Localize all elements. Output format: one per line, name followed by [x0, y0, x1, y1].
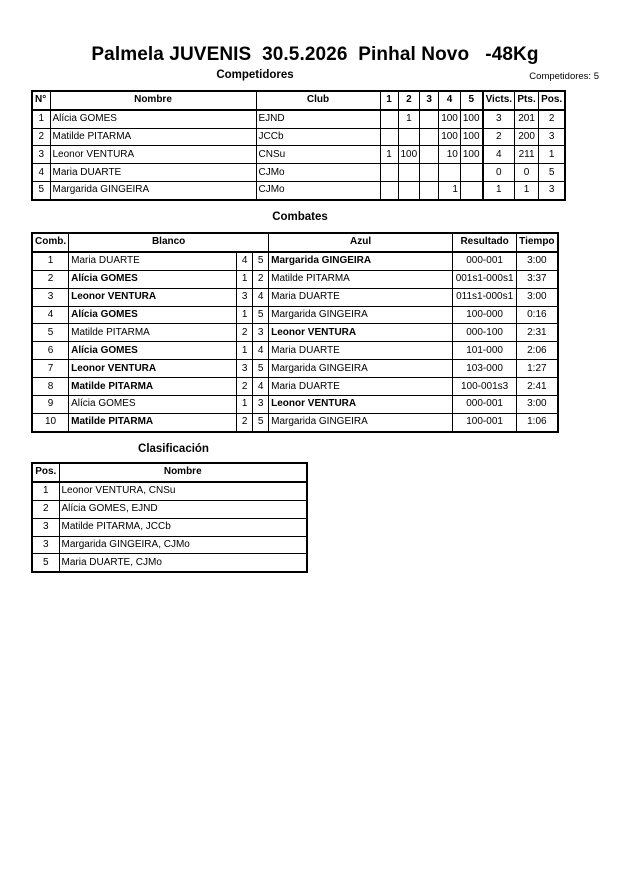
competitor-club: CJMo — [256, 181, 380, 199]
page-title: Palmela JUVENIS 30.5.2026 Pinhal Novo -48Kg — [91, 44, 539, 65]
blue-competitor-number: 4 — [253, 342, 269, 360]
fight-number: 6 — [32, 342, 69, 360]
white-competitor: Alícia GOMES — [69, 306, 237, 324]
competitor-name: Margarida GINGEIRA — [50, 181, 256, 199]
competitor-number: 1 — [32, 110, 50, 128]
competitor-number: 3 — [32, 146, 50, 164]
competitor-row — [32, 128, 565, 146]
white-competitor-number: 1 — [237, 306, 253, 324]
fight-number: 8 — [32, 378, 69, 396]
round-3-score — [420, 164, 439, 182]
blue-competitor: Margarida GINGEIRA — [269, 252, 453, 270]
round-1-score — [380, 110, 398, 128]
fight-result: 100-000 — [453, 306, 517, 324]
ranking-row — [32, 518, 307, 536]
competitor-points: 201 — [515, 110, 539, 128]
competitor-position: 3 — [539, 181, 566, 199]
col-result: Resultado — [453, 233, 517, 252]
fight-row — [32, 378, 558, 396]
ranking-position: 5 — [32, 554, 59, 572]
fight-time: 1:27 — [517, 360, 558, 378]
round-5-score: 100 — [460, 128, 482, 146]
blue-competitor: Leonor VENTURA — [269, 396, 453, 414]
competitor-name: Alícia GOMES — [50, 110, 256, 128]
white-competitor: Alícia GOMES — [69, 396, 237, 414]
ranking-name: Matilde PITARMA, JCCb — [59, 518, 307, 536]
fight-result: 100-001 — [453, 413, 517, 431]
competitor-points: 0 — [515, 164, 539, 182]
fight-time: 3:00 — [517, 252, 558, 270]
round-4-score: 10 — [439, 146, 461, 164]
competitor-row — [32, 164, 565, 182]
fight-time: 1:06 — [517, 413, 558, 431]
round-2-score — [398, 164, 420, 182]
white-competitor-number: 2 — [237, 324, 253, 342]
col-points: Pts. — [515, 91, 539, 110]
round-4-score: 100 — [439, 110, 461, 128]
competitor-points: 211 — [515, 146, 539, 164]
round-4-score — [439, 164, 461, 182]
competitor-row — [32, 146, 565, 164]
fight-row — [32, 306, 558, 324]
round-3-score — [420, 128, 439, 146]
ranking-header-row — [32, 463, 307, 482]
round-3-score — [420, 110, 439, 128]
blue-competitor: Maria DUARTE — [269, 378, 453, 396]
round-1-score: 1 — [380, 146, 398, 164]
col-round-2: 2 — [398, 91, 420, 110]
col-round-4: 4 — [439, 91, 461, 110]
ranking-position: 1 — [32, 482, 59, 500]
blue-competitor-number: 5 — [253, 360, 269, 378]
competitors-count: Competidores: 5 — [529, 71, 599, 82]
white-competitor-number: 2 — [237, 378, 253, 396]
round-1-score — [380, 128, 398, 146]
competitor-number: 4 — [32, 164, 50, 182]
competitor-name: Matilde PITARMA — [50, 128, 256, 146]
fight-result: 001s1-000s1 — [453, 270, 517, 288]
white-competitor: Alícia GOMES — [69, 342, 237, 360]
ranking-name: Alícia GOMES, EJND — [59, 500, 307, 518]
round-1-score — [380, 181, 398, 199]
fight-time: 3:00 — [517, 288, 558, 306]
ranking-heading: Clasificación — [138, 443, 209, 455]
white-competitor: Matilde PITARMA — [69, 324, 237, 342]
white-competitor-number: 2 — [237, 413, 253, 431]
white-competitor-number: 1 — [237, 396, 253, 414]
competitor-club: CJMo — [256, 164, 380, 182]
round-1-score — [380, 164, 398, 182]
blue-competitor-number: 4 — [253, 378, 269, 396]
blue-competitor: Maria DUARTE — [269, 288, 453, 306]
blue-competitor: Margarida GINGEIRA — [269, 306, 453, 324]
white-competitor-number: 4 — [237, 252, 253, 270]
competitor-name: Maria DUARTE — [50, 164, 256, 182]
white-competitor-number: 1 — [237, 270, 253, 288]
fights-heading: Combates — [272, 211, 328, 223]
round-3-score — [420, 146, 439, 164]
fight-time: 0:16 — [517, 306, 558, 324]
round-3-score — [420, 181, 439, 199]
fight-result: 000-100 — [453, 324, 517, 342]
fights-table — [31, 232, 559, 433]
ranking-row — [32, 500, 307, 518]
round-5-score — [460, 181, 482, 199]
col-victories: Victs. — [483, 91, 515, 110]
competitor-number: 5 — [32, 181, 50, 199]
competitor-row — [32, 181, 565, 199]
competitor-name: Leonor VENTURA — [50, 146, 256, 164]
ranking-position: 2 — [32, 500, 59, 518]
competitor-club: JCCb — [256, 128, 380, 146]
competitor-position: 5 — [539, 164, 566, 182]
competitor-club: EJND — [256, 110, 380, 128]
fight-number: 3 — [32, 288, 69, 306]
white-competitor: Matilde PITARMA — [69, 378, 237, 396]
competitor-club: CNSu — [256, 146, 380, 164]
fight-row — [32, 413, 558, 431]
fight-result: 100-001s3 — [453, 378, 517, 396]
fight-row — [32, 288, 558, 306]
competitors-header-row — [32, 91, 565, 110]
ranking-table — [31, 462, 308, 573]
fight-time: 2:31 — [517, 324, 558, 342]
fight-time: 3:00 — [517, 396, 558, 414]
blue-competitor-number: 2 — [253, 270, 269, 288]
round-5-score: 100 — [460, 146, 482, 164]
ranking-position: 3 — [32, 536, 59, 554]
ranking-name: Leonor VENTURA, CNSu — [59, 482, 307, 500]
competitor-points: 200 — [515, 128, 539, 146]
fight-row — [32, 270, 558, 288]
fight-result: 103-000 — [453, 360, 517, 378]
ranking-row — [32, 554, 307, 572]
ranking-position: 3 — [32, 518, 59, 536]
fight-row — [32, 396, 558, 414]
round-4-score: 100 — [439, 128, 461, 146]
round-2-score — [398, 128, 420, 146]
competitor-number: 2 — [32, 128, 50, 146]
col-round-3: 3 — [420, 91, 439, 110]
white-competitor: Maria DUARTE — [69, 252, 237, 270]
fight-row — [32, 360, 558, 378]
fight-result: 011s1-000s1 — [453, 288, 517, 306]
fight-number: 4 — [32, 306, 69, 324]
blue-competitor-number: 4 — [253, 288, 269, 306]
competitor-position: 1 — [539, 146, 566, 164]
col-name: Nombre — [50, 91, 256, 110]
col-position: Pos. — [539, 91, 566, 110]
competitor-points: 1 — [515, 181, 539, 199]
ranking-row — [32, 536, 307, 554]
white-competitor: Matilde PITARMA — [69, 413, 237, 431]
round-2-score: 1 — [398, 110, 420, 128]
white-competitor: Alícia GOMES — [69, 270, 237, 288]
blue-competitor: Matilde PITARMA — [269, 270, 453, 288]
fight-number: 10 — [32, 413, 69, 431]
col-fight-number: Comb. — [32, 233, 69, 252]
fight-row — [32, 252, 558, 270]
competitor-row — [32, 110, 565, 128]
col-round-5: 5 — [460, 91, 482, 110]
white-competitor-number: 1 — [237, 342, 253, 360]
fight-result: 101-000 — [453, 342, 517, 360]
competitors-table — [31, 90, 566, 201]
round-2-score — [398, 181, 420, 199]
fight-result: 000-001 — [453, 396, 517, 414]
fight-time: 2:41 — [517, 378, 558, 396]
blue-competitor-number: 5 — [253, 252, 269, 270]
col-round-1: 1 — [380, 91, 398, 110]
competitor-position: 2 — [539, 110, 566, 128]
col-rank-position: Pos. — [32, 463, 59, 482]
fight-time: 2:06 — [517, 342, 558, 360]
blue-competitor-number: 3 — [253, 324, 269, 342]
competitor-victories: 3 — [483, 110, 515, 128]
col-time: Tiempo — [517, 233, 558, 252]
col-club: Club — [256, 91, 380, 110]
ranking-name: Maria DUARTE, CJMo — [59, 554, 307, 572]
white-competitor: Leonor VENTURA — [69, 360, 237, 378]
fight-number: 5 — [32, 324, 69, 342]
round-2-score: 100 — [398, 146, 420, 164]
fight-time: 3:37 — [517, 270, 558, 288]
white-competitor-number: 3 — [237, 360, 253, 378]
blue-competitor: Margarida GINGEIRA — [269, 360, 453, 378]
competitor-victories: 4 — [483, 146, 515, 164]
fight-row — [32, 342, 558, 360]
blue-competitor-number: 5 — [253, 413, 269, 431]
round-5-score — [460, 164, 482, 182]
ranking-name: Margarida GINGEIRA, CJMo — [59, 536, 307, 554]
fights-header-row — [32, 233, 558, 252]
blue-competitor: Maria DUARTE — [269, 342, 453, 360]
competitor-victories: 0 — [483, 164, 515, 182]
competitor-victories: 2 — [483, 128, 515, 146]
ranking-row — [32, 482, 307, 500]
col-number: N° — [32, 91, 50, 110]
col-blue: Azul — [269, 233, 453, 252]
blue-competitor: Leonor VENTURA — [269, 324, 453, 342]
competitors-heading: Competidores — [216, 69, 294, 81]
blue-competitor: Margarida GINGEIRA — [269, 413, 453, 431]
fight-number: 2 — [32, 270, 69, 288]
fight-number: 1 — [32, 252, 69, 270]
round-4-score: 1 — [439, 181, 461, 199]
col-rank-name: Nombre — [59, 463, 307, 482]
round-5-score: 100 — [460, 110, 482, 128]
competitor-victories: 1 — [483, 181, 515, 199]
white-competitor-number: 3 — [237, 288, 253, 306]
competitor-position: 3 — [539, 128, 566, 146]
fight-number: 7 — [32, 360, 69, 378]
fight-row — [32, 324, 558, 342]
white-competitor: Leonor VENTURA — [69, 288, 237, 306]
fight-number: 9 — [32, 396, 69, 414]
blue-competitor-number: 5 — [253, 306, 269, 324]
blue-competitor-number: 3 — [253, 396, 269, 414]
col-white: Blanco — [69, 233, 269, 252]
fight-result: 000-001 — [453, 252, 517, 270]
